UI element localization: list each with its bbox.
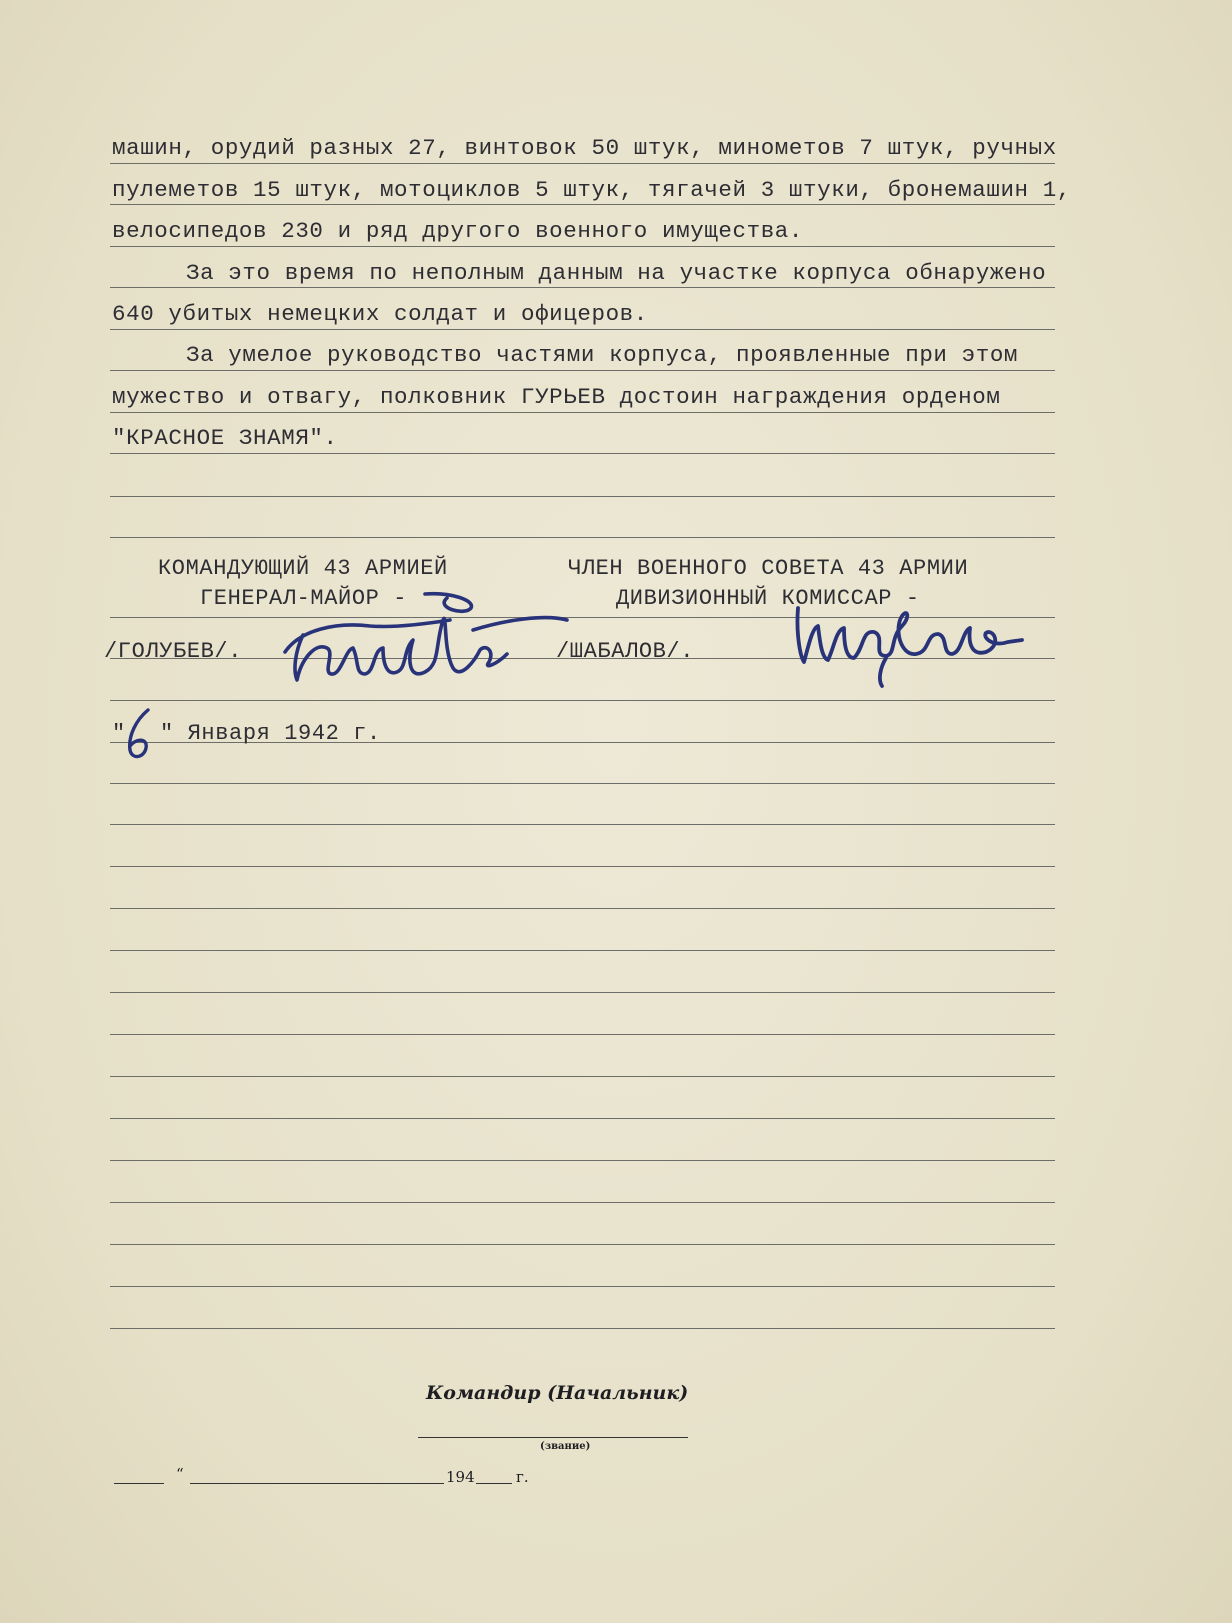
ruled-line: [110, 700, 1055, 701]
right-handwritten-signature: [790, 588, 1030, 688]
body-line-6: За умелое руководство частями корпуса, проявленные при этом: [186, 342, 1019, 368]
ruled-line: [110, 412, 1055, 413]
ruled-line: [110, 1286, 1055, 1287]
ruled-line: [110, 537, 1055, 538]
ruled-line: [110, 824, 1055, 825]
ruled-line: [110, 496, 1055, 497]
ruled-line: [110, 908, 1055, 909]
ruled-line: [110, 950, 1055, 951]
commander-title: Командир (Начальник): [426, 1382, 689, 1404]
ruled-line: [110, 453, 1055, 454]
right-signer-position: ЧЛЕН ВОЕННОГО СОВЕТА 43 АРМИИ: [568, 556, 969, 581]
ruled-line: [110, 1076, 1055, 1077]
rank-blank-line: [418, 1437, 688, 1438]
ruled-line: [110, 287, 1055, 288]
year-blank-line: [476, 1483, 512, 1484]
day-blank-line: [114, 1483, 164, 1484]
ruled-line: [110, 204, 1055, 205]
ruled-line: [110, 783, 1055, 784]
body-line-1: машин, орудий разных 27, винтовок 50 штук, минометов 7 штук, ручных: [112, 135, 1057, 161]
ruled-line: [110, 370, 1055, 371]
ruled-line: [110, 1244, 1055, 1245]
ruled-line: [110, 1160, 1055, 1161]
ruled-line: [110, 1202, 1055, 1203]
ruled-line: [110, 1328, 1055, 1329]
month-blank-line: [190, 1483, 444, 1484]
date-text: " Января 1942 г.: [160, 721, 381, 746]
ruled-line: [110, 163, 1055, 164]
body-line-5: 640 убитых немецких солдат и офицеров.: [112, 301, 648, 327]
body-line-4: За это время по неполным данным на участке корпуса обнаружено: [186, 260, 1047, 286]
handwritten-day: [118, 706, 158, 762]
left-signer-name: /ГОЛУБЕВ/.: [104, 639, 243, 664]
rank-caption: (звание): [540, 1441, 591, 1452]
body-line-7: мужество и отвагу, полковник ГУРЬЕВ достоин награждения орденом: [112, 384, 1001, 410]
footer-year-suffix: г.: [516, 1468, 529, 1486]
ruled-line: [110, 329, 1055, 330]
body-line-8: "КРАСНОЕ ЗНАМЯ".: [112, 425, 338, 451]
ruled-line: [110, 1118, 1055, 1119]
ruled-line: [110, 866, 1055, 867]
right-signer-rank: ДИВИЗИОННЫЙ КОМИССАР -: [616, 586, 920, 611]
date-open-quote: ": [112, 721, 126, 746]
footer-open-quote: “: [176, 1465, 184, 1483]
body-line-2: пулеметов 15 штук, мотоциклов 5 штук, тягачей 3 штуки, бронемашин 1,: [112, 177, 1071, 203]
ruled-line: [110, 992, 1055, 993]
left-signer-position: КОМАНДУЮЩИЙ 43 АРМИЕЙ: [158, 556, 448, 581]
body-line-3: велосипедов 230 и ряд другого военного имущества.: [112, 218, 804, 244]
ruled-line: [110, 1034, 1055, 1035]
ruled-line: [110, 246, 1055, 247]
footer-year-prefix: 194: [446, 1468, 475, 1486]
left-signer-rank: ГЕНЕРАЛ-МАЙОР -: [200, 586, 408, 611]
left-handwritten-signature: [275, 590, 575, 700]
right-signer-name: /ШАБАЛОВ/.: [556, 639, 695, 664]
